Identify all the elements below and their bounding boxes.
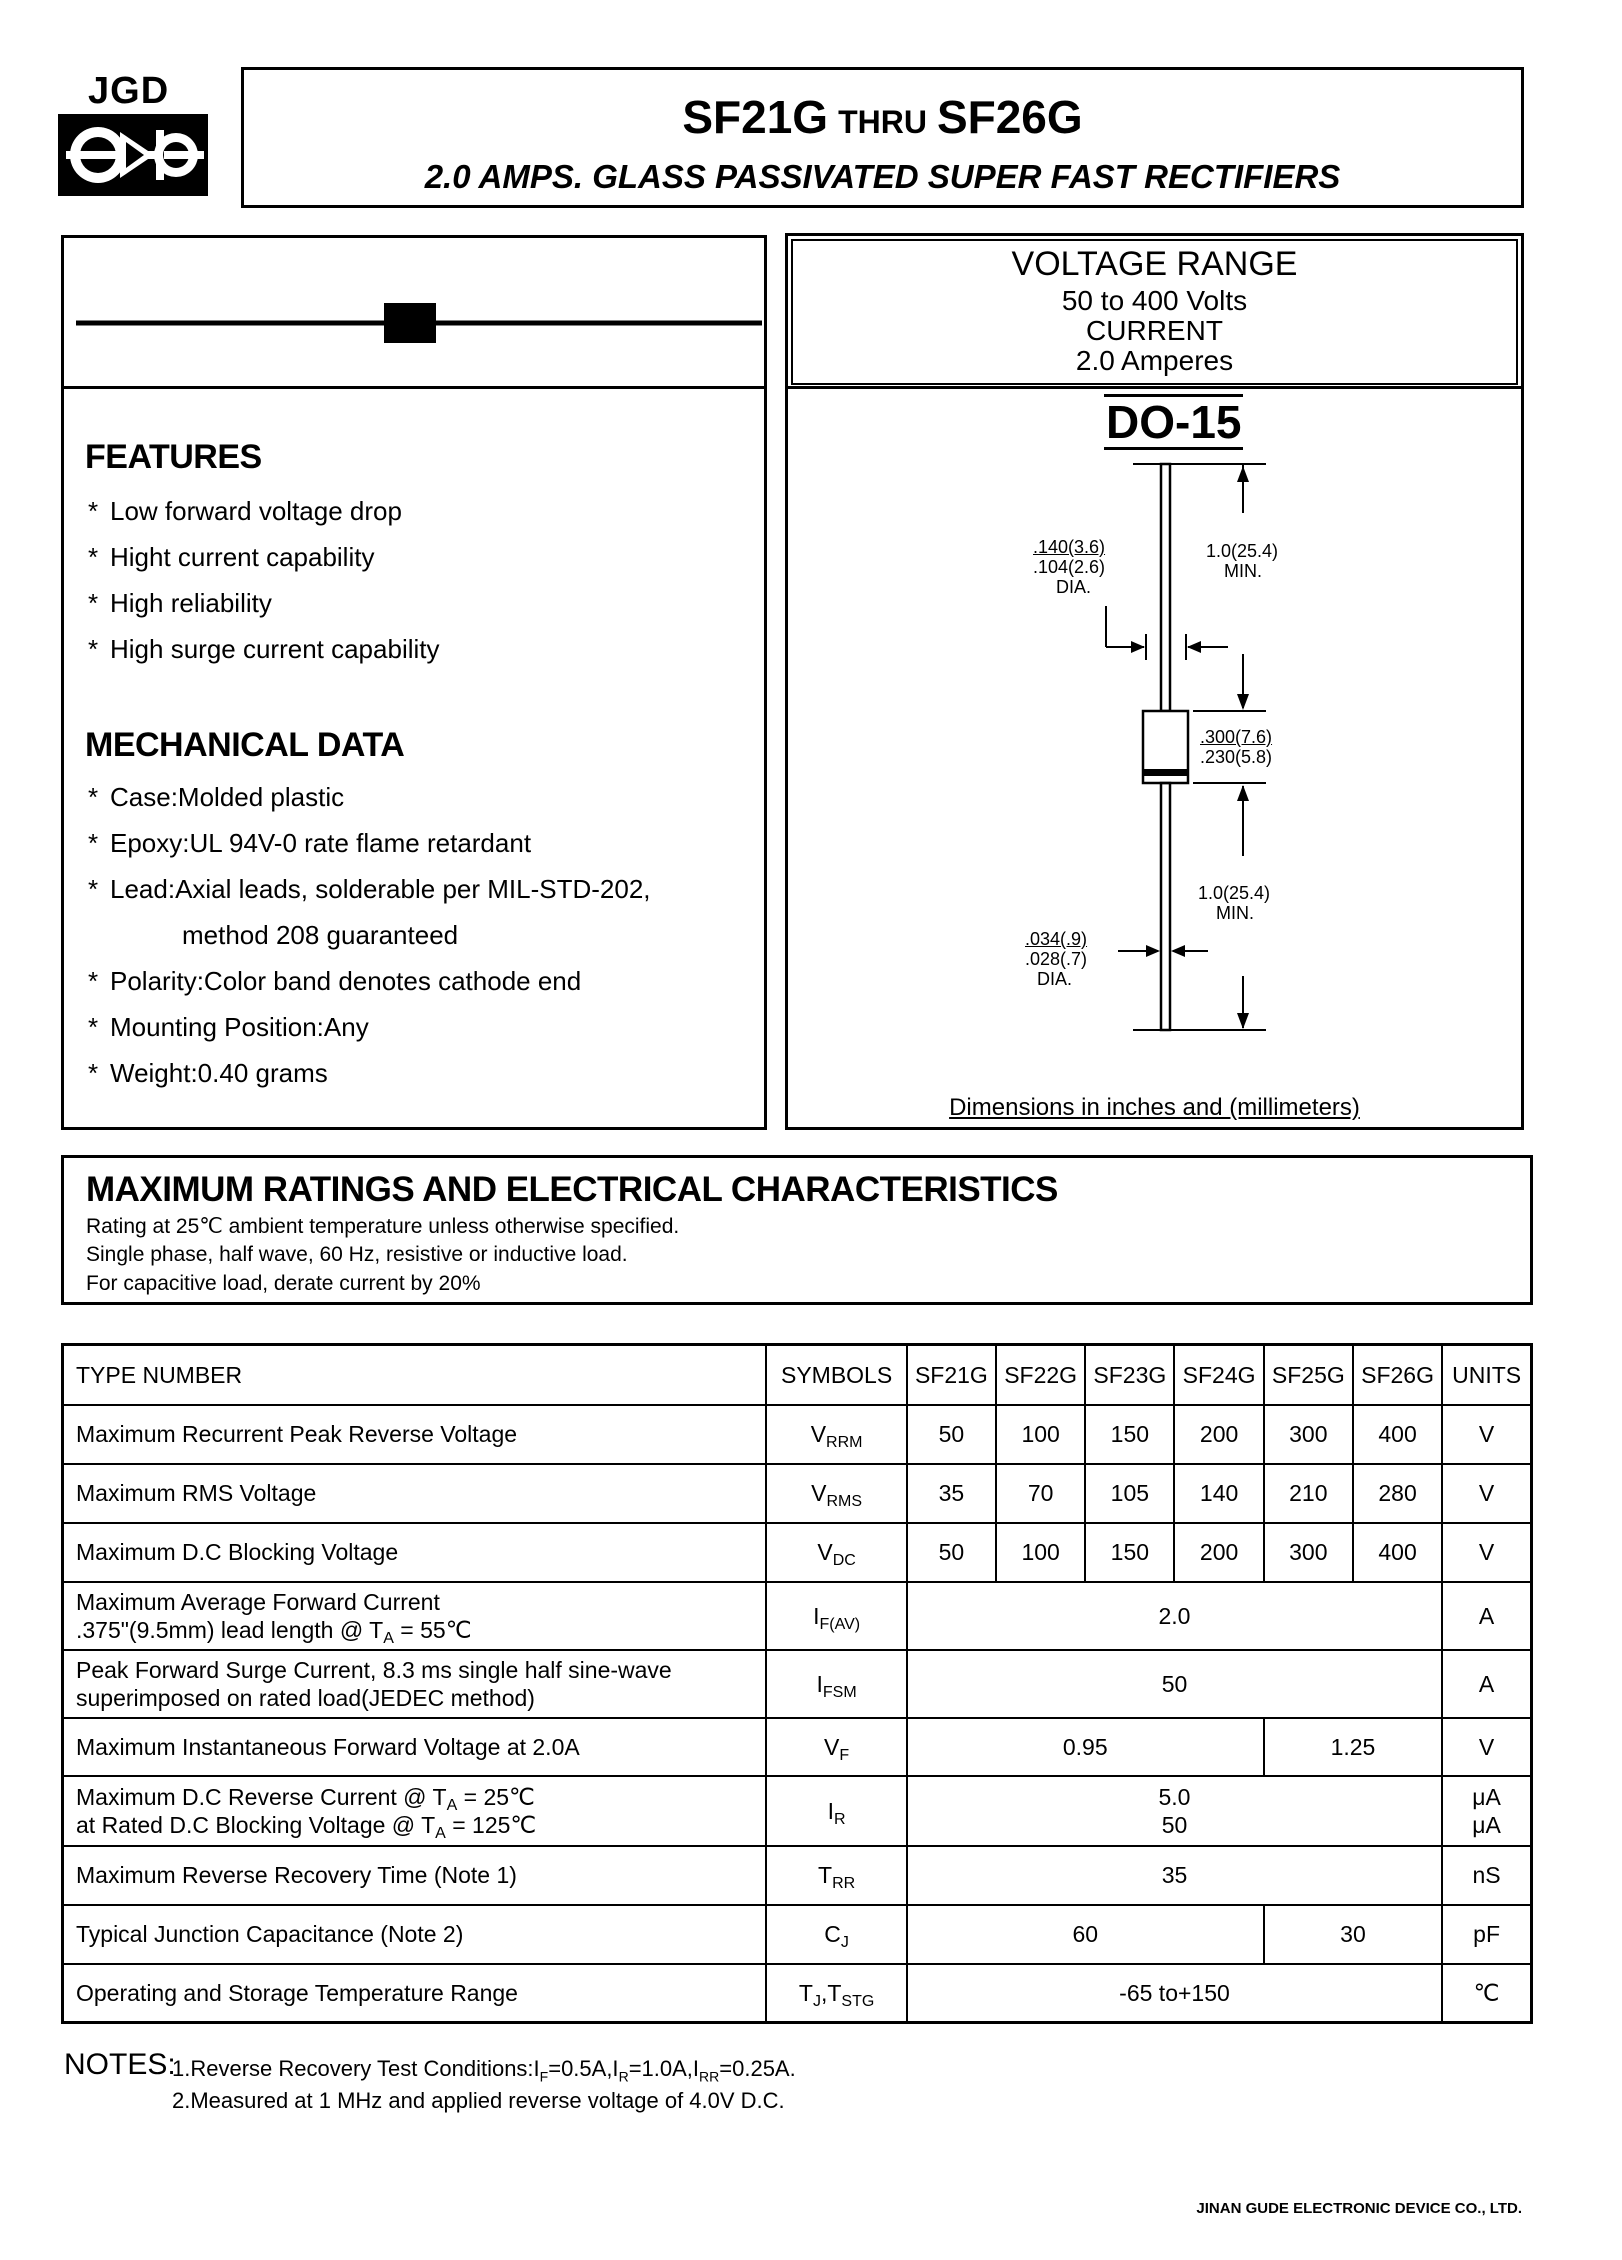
unit-cell: ℃: [1442, 1964, 1531, 2023]
lead-length-bottom-min: MIN.: [1216, 903, 1254, 923]
page-title: [244, 90, 1521, 144]
package-name: DO-15: [1106, 396, 1242, 448]
mechanical-item: * Polarity:Color band denotes cathode end: [88, 966, 582, 996]
mechanical-item: * Case:Molded plastic: [88, 782, 345, 812]
current-label: CURRENT: [1086, 315, 1223, 346]
wire-dia-max: .034(.9): [1025, 929, 1088, 949]
company-logo: [58, 70, 208, 200]
param-cell: Maximum D.C Blocking Voltage: [63, 1523, 767, 1582]
param-cell: Maximum D.C Reverse Current @ $T_A$ = 25℃ at Rated D.C Blocking Voltage @ $T_A$ = 125℃: [63, 1776, 767, 1846]
notes-label: NOTES:: [64, 2048, 176, 2081]
symbol-cell: $V_{RRM}$: [766, 1405, 906, 1464]
header-part: SF26G: [1353, 1345, 1442, 1405]
diode-drawing: [68, 298, 768, 348]
value-cell: 30: [1264, 1905, 1442, 1964]
table-row: [63, 1582, 1532, 1650]
lead-dia-label: DIA.: [1056, 577, 1092, 597]
lead-length-top-min: MIN.: [1224, 561, 1262, 581]
symbol-cell: $T_J,T_{STG}$: [766, 1964, 906, 2023]
value-cell: 35: [907, 1464, 996, 1523]
unit-cell: A: [1442, 1650, 1531, 1718]
header-part: SF21G: [907, 1345, 996, 1405]
value-cell: 70: [996, 1464, 1085, 1523]
value-cell: 210: [1264, 1464, 1353, 1523]
thru-label: THRU: [838, 104, 927, 140]
table-row: [63, 1776, 1532, 1846]
lead-length-top: 1.0(25.4): [1206, 541, 1279, 561]
voltage-range-value: 50 to 400 Volts: [1061, 285, 1248, 316]
wire-dia-min: .028(.7): [1025, 949, 1088, 969]
characteristics-table: [61, 1343, 1533, 2024]
ratings-note: Rating at 25℃ ambient temperature unless otherwise specified.: [86, 1215, 680, 1238]
mechanical-item: * Lead:Axial leads, solderable per MIL-STD-202,: [88, 874, 651, 904]
note-1: 1.Reverse Recovery Test $Conditions:I_F=0.5A,I_R=1.0A,I_{RR}=0.25A$.: [172, 2056, 796, 2085]
header-type-number: TYPE NUMBER: [63, 1345, 767, 1405]
current-value: 2.0 Amperes: [1075, 345, 1234, 376]
unit-cell: V: [1442, 1718, 1531, 1776]
param-cell: Maximum Recurrent Peak Reverse Voltage: [63, 1405, 767, 1464]
symbol-cell: $C_J$: [766, 1905, 906, 1964]
unit-cell: V: [1442, 1523, 1531, 1582]
title-box: [241, 67, 1524, 208]
value-cell: -65 to+150: [907, 1964, 1442, 2023]
symbol-cell: $V_F$: [766, 1718, 906, 1776]
feature-item: * High reliability: [88, 588, 272, 618]
value-cell: 50: [907, 1650, 1442, 1718]
table-row: [63, 1464, 1532, 1523]
value-cell: 5.0 50: [907, 1776, 1442, 1846]
value-cell: 300: [1264, 1405, 1353, 1464]
unit-cell: nS: [1442, 1846, 1531, 1905]
feature-item: * High surge current capability: [88, 634, 440, 664]
value-cell: 200: [1174, 1405, 1263, 1464]
mechanical-item: * Weight:0.40 grams: [88, 1058, 328, 1088]
table-header-row: [63, 1345, 1532, 1405]
ratings-note: Single phase, half wave, 60 Hz, resistive or inductive load.: [86, 1243, 628, 1266]
value-cell: 1.25: [1264, 1718, 1442, 1776]
divider: [64, 386, 764, 389]
wire-dia-label: DIA.: [1037, 969, 1073, 989]
body-length-min: .230(5.8): [1200, 747, 1273, 767]
ratings-heading: MAXIMUM RATINGS AND ELECTRICAL CHARACTERISTICS: [86, 1170, 1058, 1209]
param-cell: Maximum Reverse Recovery Time (Note 1): [63, 1846, 767, 1905]
table-row: [63, 1405, 1532, 1464]
symbol-cell: $I_{F(AV)}$: [766, 1582, 906, 1650]
param-cell: Maximum Average Forward Current .375"(9.5mm) lead length @ $T_A$ = 55℃: [63, 1582, 767, 1650]
value-cell: 50: [907, 1523, 996, 1582]
table-row: [63, 1905, 1532, 1964]
value-cell: 2.0: [907, 1582, 1442, 1650]
header-part: SF22G: [996, 1345, 1085, 1405]
param-cell: Peak Forward Surge Current, 8.3 ms single half sine-wave superimposed on rated load(JEDEC method): [63, 1650, 767, 1718]
value-cell: 0.95: [907, 1718, 1264, 1776]
value-cell: 100: [996, 1523, 1085, 1582]
table-row: [63, 1523, 1532, 1582]
package-outline-drawing: [788, 236, 1521, 1127]
value-cell: 200: [1174, 1523, 1263, 1582]
feature-item: * Hight current capability: [88, 542, 375, 572]
features-panel: [61, 235, 767, 1130]
logo-text: JGD: [88, 70, 170, 112]
value-cell: 140: [1174, 1464, 1263, 1523]
body-length-max: .300(7.6): [1200, 727, 1273, 747]
note-2: 2.Measured at 1 MHz and applied reverse voltage of 4.0V D.C.: [172, 2088, 785, 2113]
value-cell: 35: [907, 1846, 1442, 1905]
mechanical-item: * Epoxy:UL 94V-0 rate flame retardant: [88, 828, 532, 858]
symbol-cell: $V_{RMS}$: [766, 1464, 906, 1523]
part-end: SF26G: [936, 91, 1083, 143]
table-row: [63, 1964, 1532, 2023]
value-cell: 150: [1085, 1405, 1174, 1464]
unit-cell: A: [1442, 1582, 1531, 1650]
ratings-box: [61, 1155, 1533, 1305]
mechanical-item: * Mounting Position:Any: [88, 1012, 369, 1042]
param-cell: Maximum RMS Voltage: [63, 1464, 767, 1523]
value-cell: 105: [1085, 1464, 1174, 1523]
header-part: SF24G: [1174, 1345, 1263, 1405]
table-row: [63, 1846, 1532, 1905]
table-row: [63, 1718, 1532, 1776]
lead-dia-max: .140(3.6): [1033, 537, 1106, 557]
mechanical-heading: MECHANICAL DATA: [85, 726, 405, 764]
table-row: [63, 1650, 1532, 1718]
features-heading: FEATURES: [85, 438, 262, 476]
symbol-cell: $T_{RR}$: [766, 1846, 906, 1905]
header-symbols: SYMBOLS: [766, 1345, 906, 1405]
value-cell: 150: [1085, 1523, 1174, 1582]
mechanical-item: method 208 guaranteed: [182, 920, 459, 950]
ratings-note: For capacitive load, derate current by 20%: [86, 1272, 481, 1295]
unit-cell: V: [1442, 1464, 1531, 1523]
dimensions-caption: Dimensions in inches and (millimeters): [949, 1094, 1360, 1121]
header-part: SF25G: [1264, 1345, 1353, 1405]
value-cell: 280: [1353, 1464, 1442, 1523]
page-subtitle: 2.0 AMPS. GLASS PASSIVATED SUPER FAST RECTIFIERS: [424, 158, 1341, 195]
value-cell: 50: [907, 1405, 996, 1464]
unit-cell: μA μA: [1442, 1776, 1531, 1846]
value-cell: 60: [907, 1905, 1264, 1964]
diode-logo-icon: [58, 114, 208, 196]
lead-length-bottom: 1.0(25.4): [1198, 883, 1271, 903]
part-start: SF21G: [682, 91, 829, 143]
unit-cell: pF: [1442, 1905, 1531, 1964]
param-cell: Operating and Storage Temperature Range: [63, 1964, 767, 2023]
unit-cell: V: [1442, 1405, 1531, 1464]
param-cell: Typical Junction Capacitance (Note 2): [63, 1905, 767, 1964]
value-cell: 100: [996, 1405, 1085, 1464]
value-cell: 400: [1353, 1523, 1442, 1582]
company-footer: JINAN GUDE ELECTRONIC DEVICE CO., LTD.: [1196, 2200, 1522, 2217]
feature-item: * Low forward voltage drop: [88, 496, 402, 526]
symbol-cell: $I_R$: [766, 1776, 906, 1846]
value-cell: 300: [1264, 1523, 1353, 1582]
param-cell: Maximum Instantaneous Forward Voltage at 2.0A: [63, 1718, 767, 1776]
value-cell: 400: [1353, 1405, 1442, 1464]
voltage-range-title: VOLTAGE RANGE: [1011, 245, 1298, 283]
symbol-cell: $V_{DC}$: [766, 1523, 906, 1582]
lead-dia-min: .104(2.6): [1033, 557, 1106, 577]
package-panel: [785, 233, 1524, 1130]
header-part: SF23G: [1085, 1345, 1174, 1405]
symbol-cell: $I_{FSM}$: [766, 1650, 906, 1718]
header-units: UNITS: [1442, 1345, 1531, 1405]
